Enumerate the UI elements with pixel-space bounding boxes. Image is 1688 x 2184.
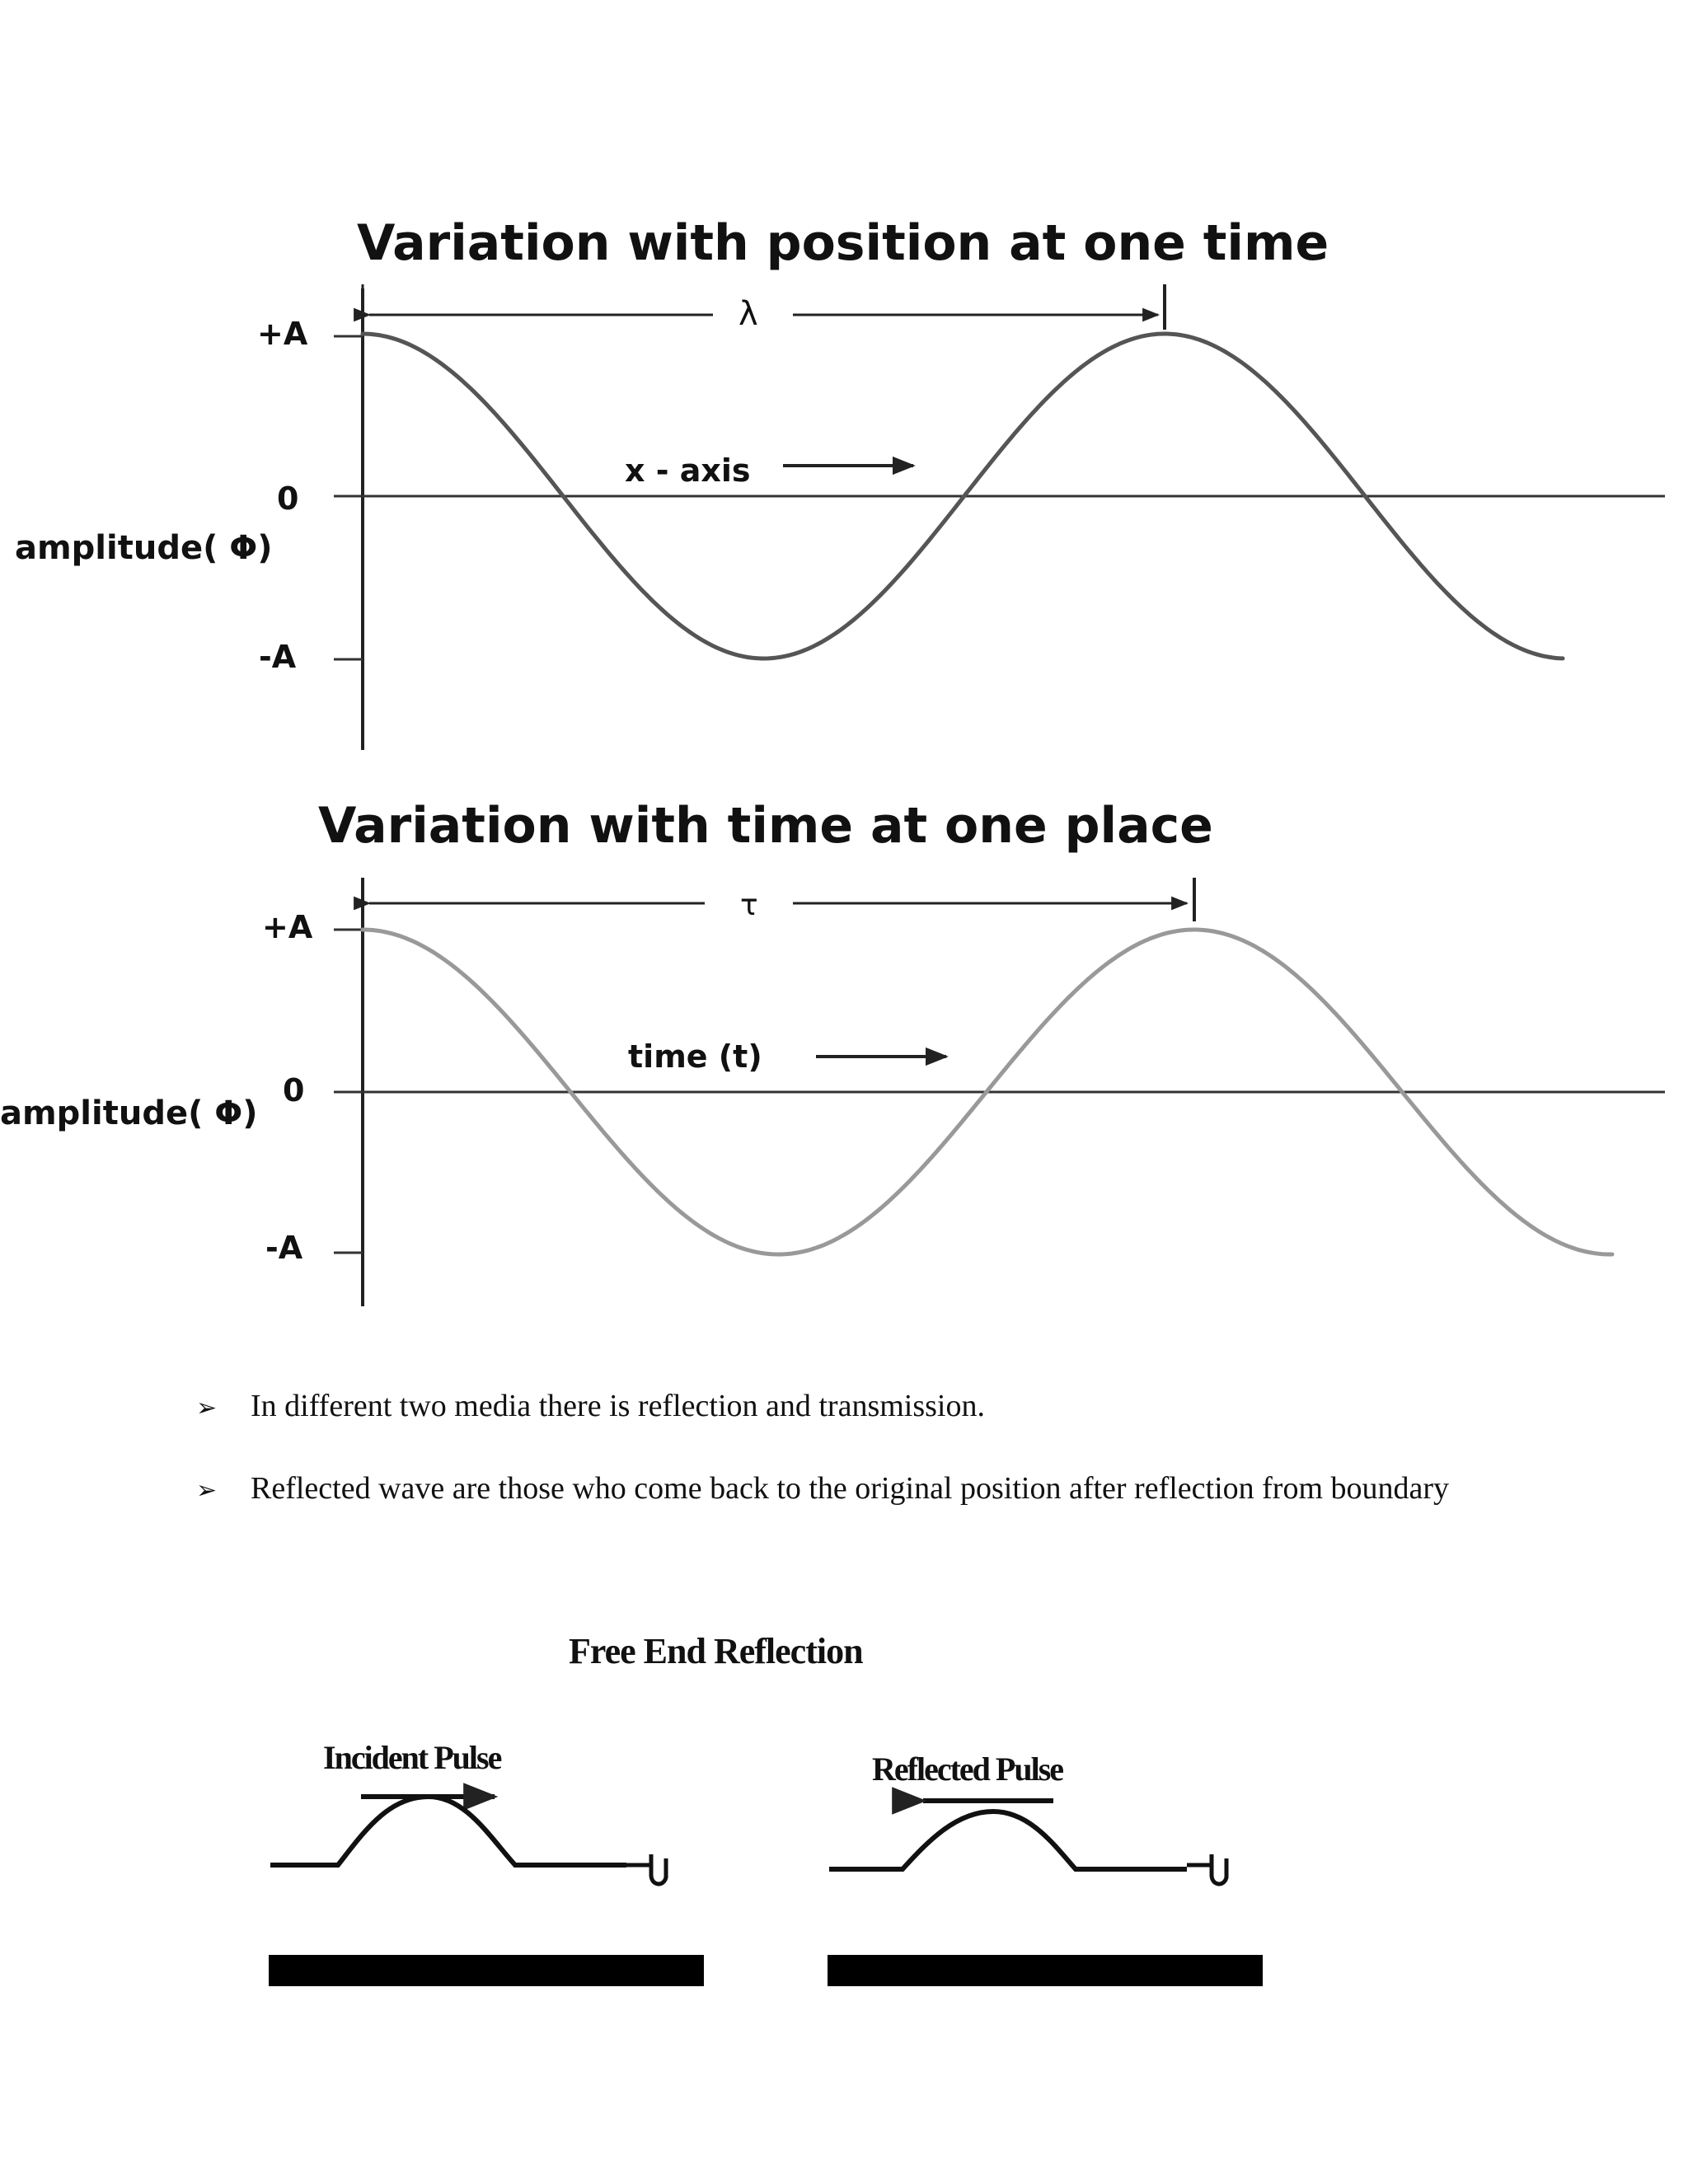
incident-pulse-shape	[270, 1797, 626, 1865]
period-symbol: τ	[740, 888, 758, 922]
bullet-arrow-icon: ➢	[196, 1477, 218, 1504]
bullet-arrow-icon: ➢	[196, 1394, 218, 1422]
time-wave-diagram	[0, 797, 1665, 1306]
reflected-pulse-shape	[829, 1811, 1187, 1869]
position-x-axis-note: x - axis	[625, 452, 751, 489]
time-tick-label-minus-a: -A	[265, 1230, 303, 1266]
time-tick-label-zero: 0	[283, 1072, 305, 1108]
position-tick-label-plus-a: +A	[257, 316, 308, 352]
free-end-reflection-diagram	[269, 1631, 1263, 1986]
time-axis-note: time (t)	[628, 1038, 762, 1075]
incident-free-end-ring-icon	[626, 1854, 666, 1884]
bullet-text: In different two media there is reflection and transmission.	[251, 1389, 985, 1423]
reflected-boundary-bar	[828, 1955, 1263, 1986]
time-y-axis-label: amplitude( Φ)	[0, 1094, 258, 1132]
position-diagram-title: Variation with position at one time	[357, 214, 1329, 272]
reflected-free-end-ring-icon	[1187, 1854, 1226, 1884]
incident-pulse-label: Incident Pulse	[323, 1739, 501, 1776]
bullet-item-reflection-transmission	[196, 1385, 1482, 1430]
position-wave-diagram	[15, 214, 1665, 750]
reflected-pulse-label: Reflected Pulse	[872, 1750, 1063, 1788]
reflection-title: Free End Reflection	[569, 1631, 863, 1671]
position-y-axis-label: amplitude( Φ)	[15, 529, 273, 567]
wavelength-symbol: λ	[738, 295, 758, 333]
position-tick-label-minus-a: -A	[259, 639, 297, 675]
time-diagram-title: Variation with time at one place	[318, 797, 1213, 855]
bullet-text: Reflected wave are those who come back to the original position after reflection from boundary	[251, 1471, 1450, 1506]
time-tick-label-plus-a: +A	[262, 909, 313, 945]
position-tick-label-zero: 0	[277, 480, 299, 517]
incident-boundary-bar	[269, 1955, 704, 1986]
bullet-item-reflected-wave	[196, 1467, 1482, 1512]
